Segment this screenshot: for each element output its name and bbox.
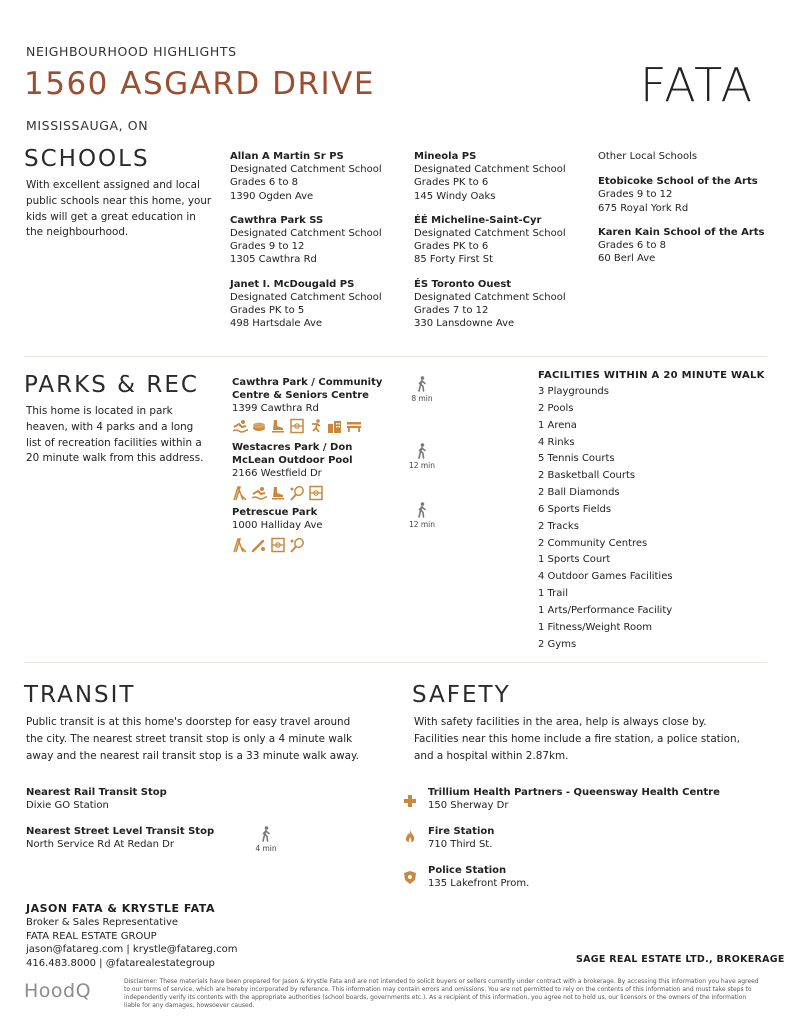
facility-item: 4 Outdoor Games Facilities: [538, 571, 673, 583]
brokerage-name: SAGE REAL ESTATE LTD., BROKERAGE: [576, 954, 785, 965]
other-schools-heading: Other Local Schools: [598, 151, 698, 162]
facility-item: 2 Basketball Courts: [538, 470, 636, 482]
school-type: Designated Catchment School: [414, 164, 566, 176]
agent-emails[interactable]: jason@fatareg.com | krystle@fatareg.com: [26, 944, 238, 955]
school-name: ÉÉ Micheline-Saint-Cyr: [414, 214, 542, 226]
school-type: Designated Catchment School: [414, 291, 566, 303]
schools-title: SCHOOLS: [24, 146, 150, 172]
park-name-line2: McLean Outdoor Pool: [232, 455, 353, 467]
school-address: 498 Hartsdale Ave: [230, 318, 323, 330]
school-grades: Grades PK to 5: [230, 305, 305, 317]
facility-item: 2 Gyms: [538, 638, 577, 650]
school-entry: [230, 150, 382, 203]
safety-title: SAFETY: [412, 682, 511, 708]
walk-time: 8 min: [411, 394, 433, 403]
school-type: Designated Catchment School: [230, 228, 382, 240]
section-divider: [24, 662, 767, 663]
school-address: 1390 Ogden Ave: [230, 190, 314, 202]
school-address: 330 Lansdowne Ave: [414, 318, 515, 330]
rail-transit-label: Nearest Rail Transit Stop: [26, 787, 167, 798]
school-grades: Grades 6 to 8: [230, 177, 298, 189]
transit-title: TRANSIT: [24, 682, 136, 708]
fata-logo: FATA: [640, 58, 755, 112]
school-grades: Grades 7 to 12: [414, 305, 489, 317]
safety-address: 710 Third St.: [428, 839, 493, 851]
rail-transit-entry: [26, 786, 167, 812]
school-entry: [230, 214, 382, 267]
hospital-cross-icon: [404, 792, 416, 811]
park-address: 1399 Cawthra Rd: [232, 403, 319, 415]
sports-field-icon: [308, 485, 324, 501]
school-entry: [414, 214, 566, 267]
school-grades: Grades 6 to 8: [598, 240, 666, 252]
school-name: Janet I. McDougald PS: [230, 278, 355, 290]
skate-icon: [270, 485, 286, 501]
fire-icon: [405, 829, 415, 848]
school-entry: [414, 278, 566, 331]
parks-description: This home is located in park heaven, with 4 parks and a long list of recreation facilities within a 20 minute walk from this address.: [26, 405, 204, 465]
park-entry: [232, 376, 382, 416]
page-eyebrow: NEIGHBOURHOOD HIGHLIGHTS: [26, 44, 237, 59]
facility-item: 2 Pools: [538, 402, 574, 414]
school-name: Etobicoke School of the Arts: [598, 176, 758, 188]
street-transit-label: Nearest Street Level Transit Stop: [26, 826, 215, 837]
fitness-icon: [308, 418, 324, 434]
city-label: MISSISSAUGA, ON: [26, 118, 149, 133]
park-entry: [232, 506, 323, 532]
school-name: ÉS Toronto Ouest: [414, 278, 512, 290]
agent-phone-social[interactable]: 416.483.8000 | @fatarealestategroup: [26, 957, 215, 969]
school-address: 60 Berl Ave: [598, 253, 656, 265]
facility-item: 1 Arena: [538, 419, 577, 431]
park-facility-icons: [232, 418, 362, 434]
walking-icon: [261, 826, 271, 842]
school-name: Karen Kain School of the Arts: [598, 226, 765, 238]
sports-field-icon: [289, 418, 305, 434]
facility-item: 5 Tennis Courts: [538, 453, 615, 465]
school-entry: [598, 226, 765, 266]
facility-item: 1 Sports Court: [538, 554, 611, 566]
page-title: 1560 ASGARD DRIVE: [24, 66, 375, 102]
walk-time-badge: [402, 443, 442, 470]
schools-other: [598, 150, 765, 265]
safety-address: 150 Sherway Dr: [428, 800, 509, 812]
community-centre-icon: [327, 418, 343, 434]
parks-title: PARKS & REC: [24, 372, 199, 398]
agent-names: JASON FATA & KRYSTLE FATA: [26, 902, 215, 915]
playground-icon: [232, 485, 248, 501]
school-address: 1305 Cawthra Rd: [230, 254, 317, 266]
safety-entry: [428, 786, 720, 812]
rail-transit-value: Dixie GO Station: [26, 800, 109, 812]
facility-item: 2 Ball Diamonds: [538, 487, 620, 499]
facility-item: 1 Arts/Performance Facility: [538, 604, 673, 616]
schools-col1: [230, 150, 382, 330]
facility-item: 1 Fitness/Weight Room: [538, 621, 653, 633]
safety-name: Fire Station: [428, 826, 495, 837]
school-type: Designated Catchment School: [414, 228, 566, 240]
park-name: Cawthra Park / Community: [232, 377, 383, 388]
school-grades: Grades PK to 6: [414, 177, 489, 189]
rink-icon: [251, 418, 267, 434]
school-grades: Grades 9 to 12: [598, 189, 673, 201]
schools-col2: [414, 150, 566, 330]
playground-icon: [232, 537, 248, 553]
school-address: 675 Royal York Rd: [598, 202, 689, 214]
school-address: 145 Windy Oaks: [414, 190, 496, 202]
safety-entry: [428, 825, 494, 851]
safety-description: With safety facilities in the area, help is always close by. Facilities near this home include a fire station, a police station, and a hospital within 2.87km.: [414, 716, 740, 762]
school-name: Allan A Martin Sr PS: [230, 151, 344, 162]
facility-item: 6 Sports Fields: [538, 503, 612, 515]
safety-address: 135 Lakefront Prom.: [428, 878, 530, 890]
school-name: Mineola PS: [414, 151, 477, 162]
hoodq-logo: HoodQ: [24, 980, 92, 1002]
walking-icon: [417, 376, 427, 392]
park-address: 2166 Westfield Dr: [232, 468, 322, 480]
police-badge-icon: [404, 869, 416, 888]
safety-name: Police Station: [428, 865, 507, 876]
park-facility-icons: [232, 485, 324, 501]
facility-item: 2 Tracks: [538, 520, 579, 532]
school-type: Designated Catchment School: [230, 164, 382, 176]
tennis-icon: [289, 485, 305, 501]
walk-time: 12 min: [408, 520, 436, 529]
walk-time-badge: [246, 826, 286, 853]
safety-name: Trillium Health Partners - Queensway Health Centre: [428, 787, 720, 798]
school-entry: [414, 150, 566, 203]
walking-icon: [417, 502, 427, 518]
facility-item: 3 Playgrounds: [538, 386, 609, 397]
swimming-icon: [232, 418, 248, 434]
facilities-list: [538, 384, 673, 654]
facilities-heading: FACILITIES WITHIN A 20 MINUTE WALK: [538, 370, 765, 381]
schools-description: With excellent assigned and local public schools near this home, your kids will get a great education in the neighbourhood.: [26, 179, 212, 239]
street-transit-entry: [26, 825, 214, 851]
park-name: Petrescue Park: [232, 507, 318, 518]
school-address: 85 Forty First St: [414, 254, 494, 266]
walking-icon: [417, 443, 427, 459]
walk-time: 4 min: [255, 844, 277, 853]
section-divider: [24, 356, 767, 357]
school-grades: Grades PK to 6: [414, 241, 489, 253]
walk-time: 12 min: [408, 461, 436, 470]
school-type: Designated Catchment School: [230, 291, 382, 303]
bench-icon: [346, 418, 362, 434]
park-address: 1000 Halliday Ave: [232, 520, 323, 532]
park-entry: [232, 441, 353, 481]
swimming-icon: [251, 485, 267, 501]
baseball-icon: [251, 537, 267, 553]
agent-company: FATA REAL ESTATE GROUP: [26, 930, 157, 942]
park-name: Westacres Park / Don: [232, 442, 353, 453]
safety-entry: [428, 864, 529, 890]
school-entry: [598, 175, 765, 215]
disclaimer-text: Disclaimer: These materials have been prepared for Jason & Krystle Fata and are not intended to solicit buyers or sellers currently under contract with a brokerage. By accessing this information you have agreed to our terms of service, which are hereby incorporated by reference. This information may contain errors and omissions. You are not permitted to rely on the contents of this information and must take steps to independently verify its contents with the appropriate authorities (school boards, governments etc.). As a recipient of this information, you agree not to hold us, our licensors or the owners of the information liable for any damages, howsoever caused.: [124, 978, 759, 1009]
sports-field-icon: [270, 537, 286, 553]
walk-time-badge: [402, 502, 442, 529]
school-name: Cawthra Park SS: [230, 214, 324, 226]
school-entry: [230, 278, 382, 331]
park-facility-icons: [232, 537, 305, 553]
facility-item: 1 Trail: [538, 588, 568, 600]
facility-item: 2 Community Centres: [538, 537, 648, 549]
tennis-icon: [289, 537, 305, 553]
skate-icon: [270, 418, 286, 434]
walk-time-badge: [402, 376, 442, 403]
park-name-line2: Centre & Seniors Centre: [232, 390, 369, 402]
agent-role: Broker & Sales Representative: [26, 917, 179, 928]
agent-contact-block: [26, 902, 237, 970]
school-grades: Grades 9 to 12: [230, 241, 305, 253]
facility-item: 4 Rinks: [538, 436, 575, 448]
transit-description: Public transit is at this home's doorstep for easy travel around the city. The nearest street transit stop is only a 4 minute walk away and the nearest rail transit stop is a 33 minute walk away.: [26, 716, 359, 762]
street-transit-value: North Service Rd At Redan Dr: [26, 839, 174, 851]
